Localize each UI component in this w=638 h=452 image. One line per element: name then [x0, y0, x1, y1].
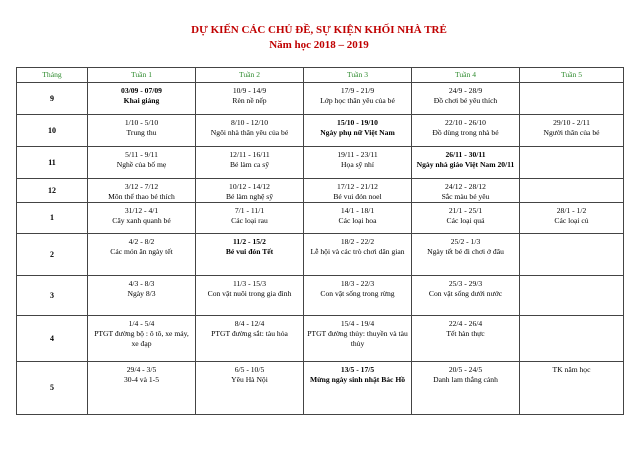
week-date: 17/9 - 21/9: [340, 86, 375, 95]
week-cell: [196, 276, 304, 316]
week-topic: Ngày 8/3: [127, 289, 156, 298]
month-cell: 4: [17, 316, 88, 362]
table-row: [17, 316, 624, 362]
table-row: [17, 115, 624, 147]
week-topic: Danh lam thắng cảnh: [433, 375, 498, 384]
week-cell: [88, 362, 196, 415]
header-week-3: Tuần 3: [304, 68, 412, 83]
table-row: [17, 179, 624, 203]
week-cell: [520, 83, 624, 115]
week-topic: Rèn nề nếp: [232, 96, 267, 105]
week-cell: [520, 179, 624, 203]
header-week-2: Tuần 2: [196, 68, 304, 83]
week-topic: Mừng ngày sinh nhật Bác Hồ: [309, 375, 406, 384]
week-cell: [196, 362, 304, 415]
week-topic: PTGT đường sắt: tàu hỏa: [211, 329, 288, 338]
week-topic: Các loại củ: [554, 216, 589, 225]
schedule-table: [16, 67, 624, 415]
week-cell: [88, 179, 196, 203]
week-topic: Ngày nhà giáo Việt Nam 20/11: [416, 160, 515, 169]
week-date: 5/11 - 9/11: [125, 150, 158, 159]
week-topic: Các loại hoa: [338, 216, 377, 225]
week-cell: [412, 179, 520, 203]
week-date: 8/4 - 12/4: [234, 319, 265, 328]
week-date: 17/12 - 21/12: [337, 182, 378, 191]
week-cell: [88, 234, 196, 276]
document-subtitle: Năm học 2018 – 2019: [269, 39, 369, 51]
week-date: 24/9 - 28/9: [448, 86, 483, 95]
week-cell: [196, 234, 304, 276]
week-date: 21/1 - 25/1: [448, 206, 483, 215]
header-row: [17, 68, 624, 83]
week-cell: [520, 203, 624, 234]
week-date: 26/11 - 30/11: [445, 150, 486, 159]
week-date: 11/2 - 15/2: [233, 237, 266, 246]
header-month: Tháng: [17, 68, 88, 83]
month-cell: 11: [17, 147, 88, 179]
week-date: 24/12 - 28/12: [445, 182, 486, 191]
week-topic: Các loại rau: [231, 216, 268, 225]
week-topic: Lễ hội và các trò chơi dân gian: [310, 247, 405, 256]
week-topic: Sắc màu bé yêu: [441, 192, 490, 201]
schedule-body: [17, 83, 624, 415]
week-topic: Đồ chơi bé yêu thích: [433, 96, 498, 105]
week-cell: [520, 362, 624, 415]
week-topic: PTGT đường thủy: thuyền và tàu thủy: [307, 329, 408, 348]
week-date: 18/2 - 22/2: [340, 237, 375, 246]
week-cell: [304, 276, 412, 316]
table-row: [17, 147, 624, 179]
week-cell: [88, 83, 196, 115]
week-topic: Con vật sống dưới nước: [428, 289, 503, 298]
week-topic: Ngôi nhà thân yêu của bé: [210, 128, 289, 137]
week-topic: Các món ăn ngày tết: [110, 247, 173, 256]
week-date: 29/4 - 3/5: [126, 365, 157, 374]
week-cell: [412, 83, 520, 115]
week-date: 7/1 - 11/1: [234, 206, 265, 215]
week-cell: [196, 203, 304, 234]
week-cell: [304, 147, 412, 179]
week-topic: Môn thể thao bé thích: [108, 192, 175, 201]
week-cell: [304, 234, 412, 276]
month-cell: 12: [17, 179, 88, 203]
week-topic: Lớp học thân yêu của bé: [320, 96, 395, 105]
week-topic: Con vật nuôi trong gia đình: [207, 289, 292, 298]
week-topic: Nghề của bố mẹ: [116, 160, 167, 169]
month-cell: 5: [17, 362, 88, 415]
week-topic: Ngày tết bé đi chơi ở đâu: [427, 247, 504, 256]
week-cell: [196, 147, 304, 179]
week-topic: Ngày phụ nữ Việt Nam: [320, 128, 395, 137]
month-cell: 9: [17, 83, 88, 115]
week-date: 10/12 - 14/12: [229, 182, 270, 191]
week-cell: [412, 147, 520, 179]
week-cell: [412, 316, 520, 362]
week-cell: [88, 203, 196, 234]
week-date: 28/1 - 1/2: [556, 206, 587, 215]
month-cell: 10: [17, 115, 88, 147]
week-date: 15/10 - 19/10: [337, 118, 378, 127]
week-cell: [88, 316, 196, 362]
month-cell: 2: [17, 234, 88, 276]
week-cell: [304, 115, 412, 147]
week-date: 25/2 - 1/3: [450, 237, 481, 246]
week-cell: [412, 234, 520, 276]
week-cell: [412, 203, 520, 234]
week-cell: [412, 362, 520, 415]
week-date: 4/2 - 8/2: [128, 237, 155, 246]
week-date: 19/11 - 23/11: [337, 150, 378, 159]
week-topic: Các loại quả: [446, 216, 485, 225]
week-date: 4/3 - 8/3: [128, 279, 155, 288]
week-date: 15/4 - 19/4: [340, 319, 375, 328]
week-topic: Bé làm nghệ sỹ: [225, 192, 274, 201]
week-topic: Họa sỹ nhí: [341, 160, 374, 169]
week-topic: Người thân của bé: [543, 128, 600, 137]
week-date: 6/5 - 10/5: [234, 365, 265, 374]
week-cell: [88, 276, 196, 316]
week-topic: Cây xanh quanh bé: [112, 216, 171, 225]
table-row: [17, 234, 624, 276]
week-topic: Bé làm ca sỹ: [229, 160, 269, 169]
week-date: 22/4 - 26/4: [448, 319, 483, 328]
week-date: 20/5 - 24/5: [448, 365, 483, 374]
week-date: 31/12 - 4/1: [124, 206, 159, 215]
week-topic: Bé vui đón Tết: [225, 247, 274, 256]
week-cell: [304, 83, 412, 115]
week-topic: Con vật sống trong rừng: [320, 289, 395, 298]
table-row: [17, 276, 624, 316]
week-cell: [520, 115, 624, 147]
week-date: 10/9 - 14/9: [232, 86, 267, 95]
table-row: [17, 83, 624, 115]
week-cell: [304, 179, 412, 203]
month-cell: 3: [17, 276, 88, 316]
week-date: 29/10 - 2/11: [553, 118, 590, 127]
week-topic: Đồ dùng trong nhà bé: [432, 128, 499, 137]
header-week-1: Tuần 1: [88, 68, 196, 83]
week-cell: [304, 203, 412, 234]
week-date: 03/09 - 07/09: [121, 86, 162, 95]
week-topic: TK năm học: [552, 365, 591, 374]
header-week-4: Tuần 4: [412, 68, 520, 83]
week-cell: [520, 276, 624, 316]
week-cell: [520, 234, 624, 276]
week-topic: Yêu Hà Nội: [231, 375, 268, 384]
week-date: 3/12 - 7/12: [124, 182, 159, 191]
week-date: 11/3 - 15/3: [232, 279, 267, 288]
week-date: 8/10 - 12/10: [230, 118, 269, 127]
week-topic: Tết hàn thực: [446, 329, 485, 338]
week-date: 18/3 - 22/3: [340, 279, 375, 288]
week-date: 1/10 - 5/10: [124, 118, 159, 127]
week-cell: [196, 83, 304, 115]
week-cell: [196, 316, 304, 362]
week-cell: [196, 115, 304, 147]
week-cell: [196, 179, 304, 203]
week-date: 14/1 - 18/1: [340, 206, 375, 215]
week-cell: [88, 115, 196, 147]
week-cell: [304, 362, 412, 415]
week-date: 1/4 - 5/4: [128, 319, 155, 328]
week-cell: [88, 147, 196, 179]
month-cell: 1: [17, 203, 88, 234]
week-topic: 30-4 và 1-5: [123, 375, 159, 384]
week-cell: [412, 276, 520, 316]
table-row: [17, 203, 624, 234]
table-row: [17, 362, 624, 415]
week-date: 25/3 - 29/3: [448, 279, 483, 288]
week-date: 22/10 - 26/10: [445, 118, 486, 127]
week-cell: [304, 316, 412, 362]
week-topic: Bé vui đón noel: [333, 192, 382, 201]
week-date: 12/11 - 16/11: [229, 150, 270, 159]
week-cell: [520, 316, 624, 362]
document-title: DỰ KIẾN CÁC CHỦ ĐỀ, SỰ KIỆN KHỐI NHÀ TRẺ: [191, 24, 447, 36]
week-cell: [520, 147, 624, 179]
week-cell: [412, 115, 520, 147]
week-topic: PTGT đường bộ : ô tô, xe máy, xe đạp: [94, 329, 189, 348]
week-date: 13/5 - 17/5: [340, 365, 375, 374]
header-week-5: Tuần 5: [520, 68, 624, 83]
week-topic: Khai giảng: [123, 96, 160, 105]
week-topic: Trung thu: [126, 128, 157, 137]
